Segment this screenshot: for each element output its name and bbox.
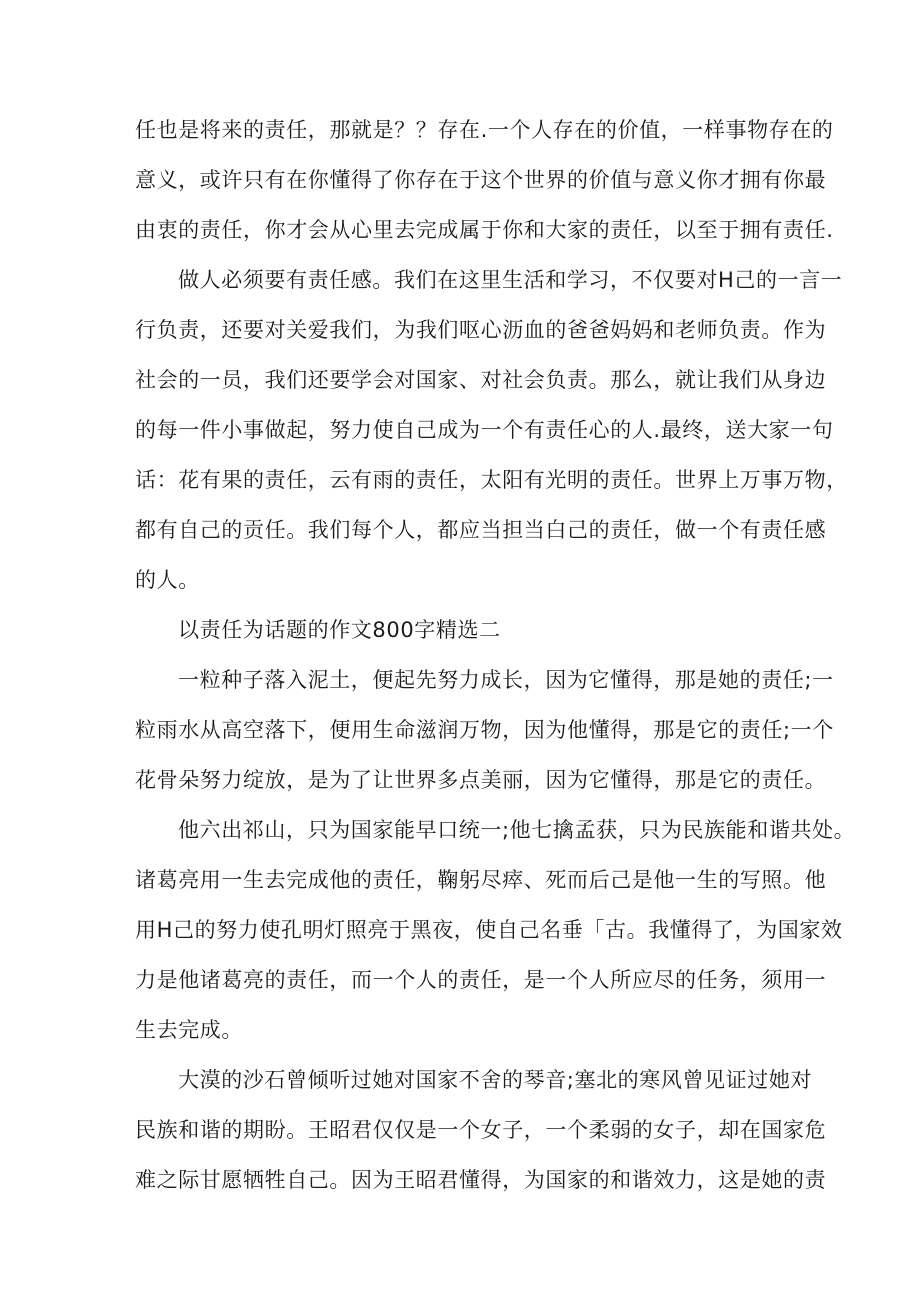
paragraph-start: 做人必须要有责任感。我们在这里生活和学习，不仅要对H己的一言一 [178,268,843,292]
section-heading: 以责任为话题的作文800字精选二 [178,618,501,642]
text-line: 话：花有果的责任，云有雨的责任，太阳有光明的责任。世界上万事万物， [135,468,848,492]
text-line: 任也是将来的责任，那就是？？存在.一个人存在的价值，一样事物存在的 [135,118,834,142]
text-line: 的每一件小事做起，努力使自己成为一个有责任心的人.最终，送大家一句 [135,418,834,442]
text-line: 社会的一员，我们还要学会对国家、对社会负责。那么，就让我们从身边 [135,368,827,392]
text-line: 由衷的责任，你才会从心里去完成属于你和大家的责任，以至于拥有责任. [135,218,834,242]
paragraph-start: 他六出祁山，只为国家能早口统一;他七擒孟获，只为民族能和谐共处。 [178,818,856,842]
text-line: 行负责，还要对关爱我们，为我们呕心沥血的爸爸妈妈和老师负责。作为 [135,318,827,342]
text-line: 民族和谐的期盼。王昭君仅仅是一个女子，一个柔弱的女子，却在国家危 [135,1118,827,1142]
text-line: 花骨朵努力绽放，是为了让世界多点美丽，因为它懂得，那是它的责任。 [135,768,827,792]
text-line: 力是他诸葛亮的责任，而一个人的责任，是一个人所应尽的任务，须用一 [135,968,827,992]
text-line: 用H己的努力使孔明灯照亮于黑夜，使自己名垂「古。我懂得了，为国家效 [135,918,843,942]
paragraph-start: 一粒种子落入泥土，便起先努力成长，因为它懂得，那是她的责任;一 [178,668,834,692]
text-line: 诸葛亮用一生去完成他的责任，鞠躬尽瘁、死而后己是他一生的写照。他 [135,868,827,892]
text-line: 意义，或许只有在你懂得了你存在于这个世界的价值与意义你才拥有你最 [135,168,827,192]
paragraph-start: 大漠的沙石曾倾听过她对国家不舍的琴音;塞北的寒风曾见证过她对 [178,1068,813,1092]
text-line: 粒雨水从高空落下，便用生命滋润万物，因为他懂得，那是它的责任;一个 [135,718,834,742]
text-line: 难之际甘愿牺牲自己。因为王昭君懂得，为国家的和谐效力，这是她的责 [135,1168,827,1192]
text-line: 生去完成。 [135,1018,243,1042]
text-line: 的人。 [135,568,200,592]
text-line: 都有自己的贡任。我们每个人，都应当担当白己的责任，做一个有责任感 [135,518,827,542]
